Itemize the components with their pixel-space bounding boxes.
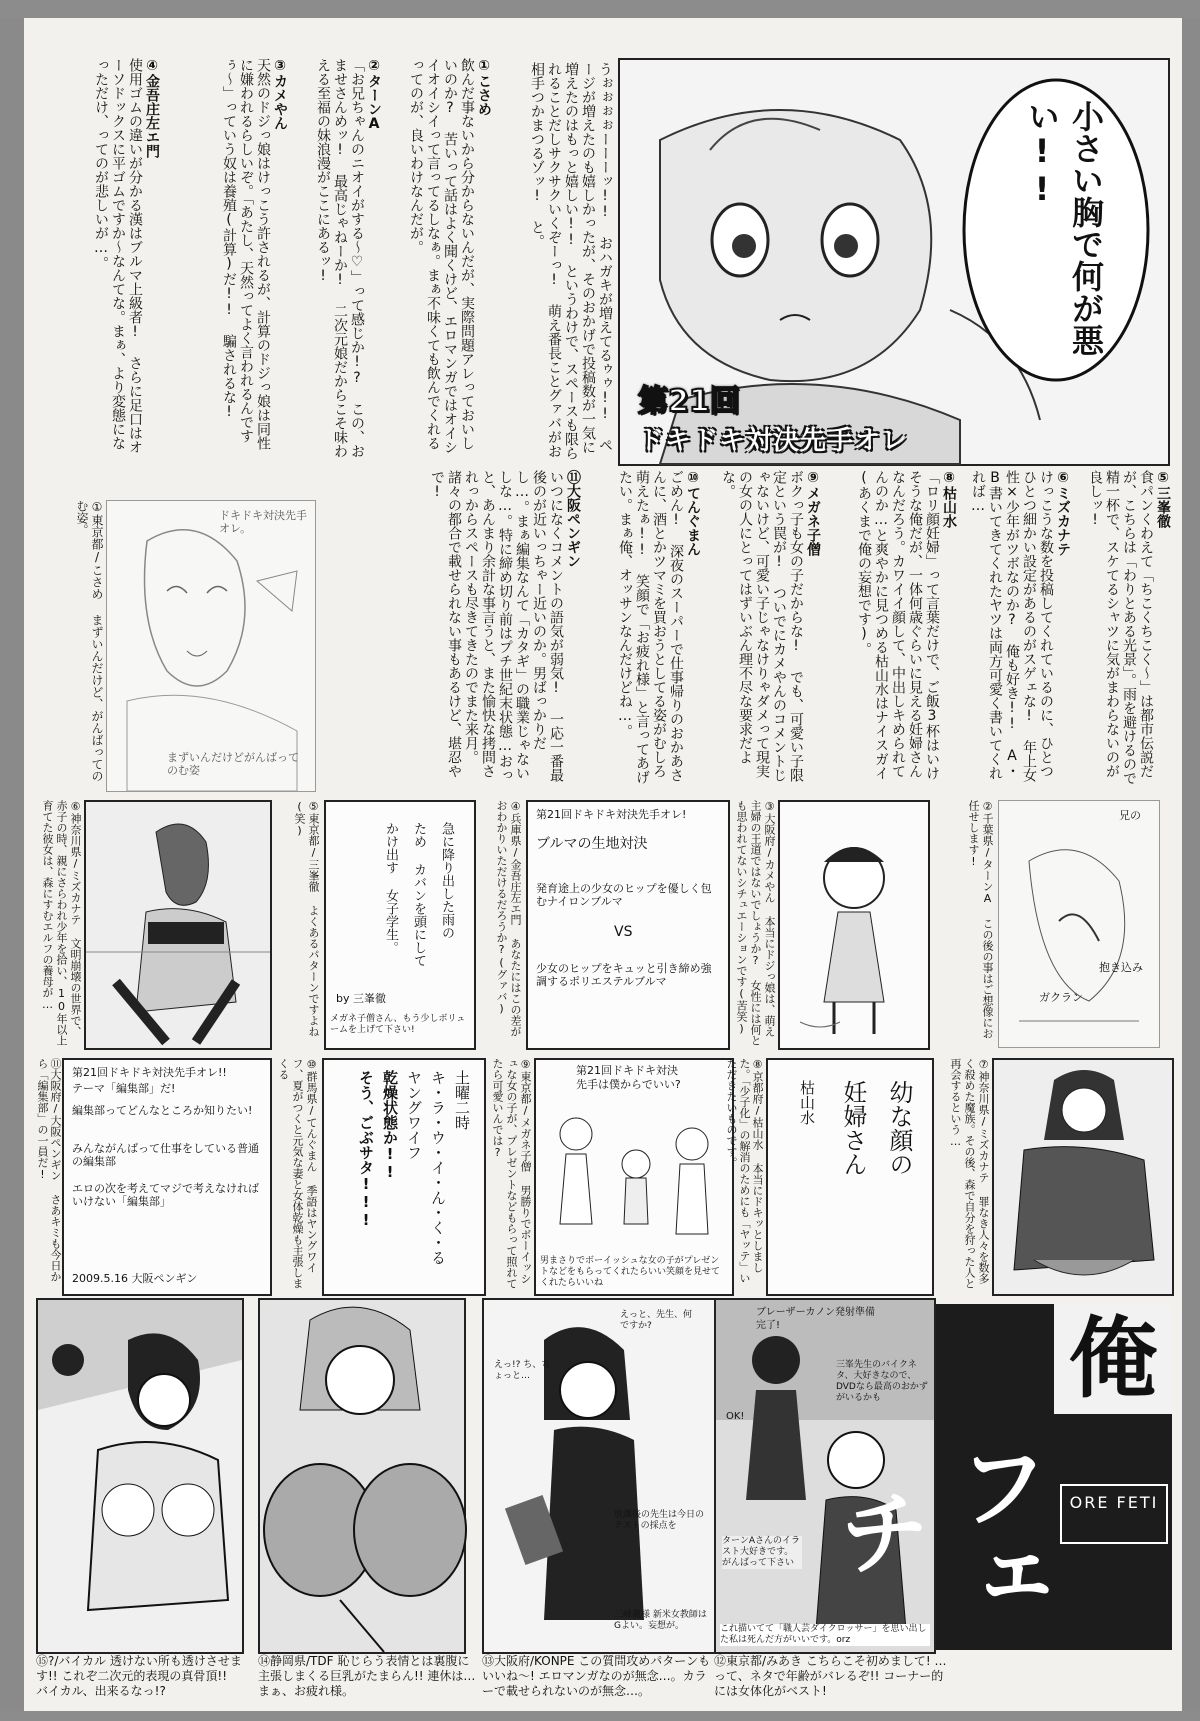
art-11-l4: みんながんばって仕事をしている普通の編集部 — [72, 1142, 259, 1168]
caption-3-13: ⑬大阪府/KONPE この質問攻めパターンもいいね〜! エロマンガなのが無念…。カラーで載せられないのが無念…。 — [482, 1654, 711, 1698]
art-4-b: 少女のヒップをキュッと引き締め強調するポリエステルブルマ — [536, 962, 712, 988]
art-11-l2: テーマ「編集部」だ! — [72, 1082, 176, 1095]
reader-art-3 — [778, 800, 930, 1050]
feature-issue: 第21回 — [638, 384, 740, 419]
pinup-figure-7 — [994, 1060, 1172, 1294]
comment-4 — [40, 58, 160, 462]
comment-2-body: 「お兄ちゃんのニオイがする〜♡」って感じか!? この、おませさんめッ! 最高じゃねーか! 二次元娘だからこそ味わえる至福の妹浪漫がここにあるッ! — [315, 58, 365, 458]
comment-9 — [585, 470, 701, 790]
reader-art-5 — [324, 800, 476, 1050]
art-9-foot: 男まさりでボーイッシュな女の子がプレゼントなどをもらってくれたらいい笑顔を見せてくれたらいいね — [540, 1256, 721, 1288]
art-8-text — [782, 1080, 922, 1280]
comment-10 — [315, 470, 581, 790]
art-13-b2: えっ!? ち、ちょっと… — [494, 1360, 551, 1381]
ore-feti-title-ore: 俺 — [1054, 1304, 1172, 1414]
comment-9-head: ⑩てんぐまん — [685, 470, 701, 556]
reader-art-1 — [106, 500, 316, 792]
cartoon-figure-3 — [780, 802, 928, 1048]
caption-1-1: ①東京都/こさめ まずいんだけど、がんばってのむ姿。 — [75, 500, 104, 782]
comment-2 — [292, 58, 382, 462]
comment-2-head: ②ターンA — [366, 58, 382, 132]
art-8-sig: 枯山水 — [798, 1080, 816, 1125]
comment-1-head: ①こさめ — [476, 58, 492, 116]
art-1-scribble: ドキドキ対決先手オレ。 — [219, 509, 307, 535]
cartoon-figure-9 — [536, 1094, 732, 1264]
art-10-l1: 土曜二時 — [453, 1070, 471, 1130]
reader-art-row-2 — [32, 1058, 1178, 1294]
art-8-l1: 幼な顔の — [885, 1080, 913, 1176]
comment-10-body: いつになくコメントの語気が弱気! 一応一番最後のが近いっちゃー近いのか。男ばっかりだし…。まぁ編集なんて「カタギ」の職業じゃないしな…。特に締め切り前はプチ世紀末状態…おっと、あんまり余計な事言うと、また愉快な拷問されっからスペースも尽きてきたのでまた来月。諸々の都合で載せられない事もあるけど、堪忍やで! — [429, 470, 564, 782]
comment-6-body: けっこうな数を投稿してくれているのに、ひとつひとつ細かい設定があるのがスゲェな! 年上女性×少年がツボなのか? 俺も好き!! A・B書いてきてくれたヤツは両方可愛く書いてくれれば… — [970, 470, 1054, 782]
sketch-figure-1 — [107, 501, 315, 791]
art-9-sub: 先手は僕からでいい? — [576, 1078, 681, 1091]
comment-5-body: 食パンくわえて「ちこくちこく〜」は都市伝説だが、こちらは「わりとある光景」。雨を避けるので精一杯で、スケてるシャツに気がまわらないのが良しッ! — [1087, 470, 1154, 785]
comment-8 — [705, 470, 821, 790]
intro-text: うぉぉぉぉーーーッ!! おハガキが増えてるゥゥ!! ページが増えたのも嬉しかったが、そのおかげで投稿数が一気に増えたのはもっと嬉しい!! というわけで、スペースも限られることだしサクサクいくぞーっ! 萌え番長ことグァバがお相手つかまつるゾッ! と。 — [529, 62, 613, 460]
art-10-l5: そう、ごぶサタ!!! — [357, 1070, 375, 1229]
reader-art-7 — [992, 1058, 1174, 1296]
reader-art-4 — [526, 800, 730, 1050]
comment-7 — [825, 470, 957, 790]
ore-feti-romaji: ORE FETI — [1060, 1484, 1168, 1544]
caption-1-6: ⑥神奈川県/ミズカナテ 文明崩壊の世界で、赤子の時、親にさらわれ少年を拾い、10年以上育てた彼女は、森にすむエルフの養母が… — [41, 800, 82, 1046]
art-4-vs: VS — [614, 924, 633, 940]
art-12-b1: ブレーザーカノン発射準備完了! — [756, 1307, 875, 1331]
art-13-sig: 三峰徹様 新米女教師は Gよい。妄想が。 — [614, 1610, 707, 1631]
comment-6 — [961, 470, 1071, 790]
art-8-l2: 妊婦さん — [839, 1080, 867, 1176]
comments-block-middle — [315, 470, 1171, 790]
reader-art-row-3 — [32, 1298, 1178, 1708]
art-5-line-1: 急に降り出した雨の — [439, 822, 454, 939]
reader-art-6 — [84, 800, 272, 1050]
top-margin-strip — [0, 0, 1200, 18]
caption-2-10: ⑩群馬県/てんぐまん 季語はヤングワイフ、夏がつくと元気な妻と女体乾燥も主張しまくる — [277, 1058, 318, 1289]
art-13-b1: えっと、先生、何ですか? — [620, 1310, 693, 1331]
art-10-l4: 乾燥状態か!! — [381, 1070, 399, 1181]
caption-3-14: ⑭静岡県/TDF 恥じらう表情とは裏腹に主張しまくる巨乳がたまらん!! 連休は…まぁ、お疲れ様。 — [258, 1654, 476, 1698]
reader-art-15 — [36, 1298, 244, 1654]
caption-3-12: ⑫東京都/みあき こちらこそ初めまして! …って、ネタで年齢がバレるぞ!! コーナー的には女体化がベスト! — [714, 1654, 947, 1698]
art-4-title: ブルマの生地対決 — [536, 836, 648, 852]
art-11-date: 2009.5.16 大阪ペンギン — [72, 1272, 198, 1285]
art-11-l1: 第21回ドキドキ対決先手オレ!! — [72, 1066, 227, 1079]
art-10-l2: キ・ラ・ウ・イ・ん・く・る — [429, 1070, 447, 1265]
sketch-figure-2 — [999, 801, 1159, 1047]
comment-9-body: ごめん! 深夜のスーパーで仕事帰りのおかあさんに、酒とかツマミを買おうとしてる姿がむしろ萌えたぁ!! 笑顔で「お疲れ様」と言ってあげたい。まぁ俺、オッサンなんだけどね…。 — [617, 470, 684, 784]
art-5-line-2: ため カバンを頭にして — [411, 822, 426, 967]
reader-art-8 — [766, 1058, 934, 1296]
reader-art-row-1 — [32, 798, 1178, 1050]
art-2-a: 抱き込み — [1099, 961, 1143, 974]
reader-art-14 — [258, 1298, 466, 1654]
feature-banner — [638, 376, 938, 456]
bottom-margin-strip — [0, 1711, 1200, 1721]
caption-1-3: ③大阪府/カメやん 本当にドジっ娘は、萌え主婦の王道ではないでしょうか? 女性には何とも思われてないシチュエーションです(苦笑) — [735, 800, 776, 1046]
art-5-foot: メガネ子僧さん、もう少しボリュームを上げて下さい! — [330, 1014, 466, 1035]
art-10-text — [334, 1070, 474, 1284]
comment-4-body: 使用ゴムの違いが分かる漢はブルマ上級者! さらに足口はオーソドックスに平ゴムですか〜なんてな。まぁ、より変態になっただけ、ってのが悲しいが…。 — [93, 58, 143, 454]
caption-2-11: ⑪大阪府/大阪ペンギン さあキミも今日から「編集部」の一員だ! — [36, 1058, 62, 1282]
caption-1-4: ④兵庫県/金吾庄左エ門 あなたにはこの差がおわかりいただけるだろうか?(グァバ) — [495, 800, 522, 1037]
caption-1-5: ⑤東京都/三峯徹 よくあるパターンですよね(笑) — [293, 800, 320, 1037]
feature-title-panel — [618, 58, 1170, 466]
speech-bubble-text: 小さい胸で何が悪い!! — [1023, 100, 1105, 356]
comment-7-body: 「ロリ顔妊婦」って言葉だけで、ご飯3杯はいけそうな俺だが、一体何歳ぐらいに見える妊婦さんなんだろう。カワイイ顔して、中出しキめられてんのか…と爽やかに見つめる枯山水はナイスガイ(あくまで俺の妄想です)。 — [856, 470, 940, 780]
comment-7-head: ⑧枯山水 — [941, 470, 957, 528]
comment-1 — [386, 58, 492, 462]
reader-art-13 — [482, 1298, 716, 1654]
pinup-figure-6 — [86, 802, 270, 1048]
left-margin-strip — [0, 0, 24, 1721]
comment-5-head: ⑤三峯徹 — [1155, 470, 1171, 528]
art-13-b3: 放課後の先生は今日のテストの採点を — [614, 1510, 705, 1531]
caption-1-2: ②千葉県/ターンA この後の事はご想像にお任せします! — [967, 800, 994, 1039]
manga-figure-12 — [716, 1300, 934, 1652]
art-12-b3: ターンAさんのイラスト大好きです。がんばって下さい — [722, 1536, 802, 1569]
comment-3 — [164, 58, 288, 462]
manga-figure-15 — [38, 1300, 242, 1652]
art-11-l5: エロの次を考えてマジで考えなければいけない「編集部」 — [72, 1182, 259, 1208]
manga-figure-13 — [484, 1300, 714, 1652]
art-12-b2: OK! — [726, 1411, 745, 1422]
comment-3-body: 天然のドジっ娘はけっこう許されるが、計算のドジっ娘は同性に嫌われるらしいぞ。「あたし、天然ってよく言われるんですぅ〜」っていう奴は養殖(計算)だ!! 騙されるな! — [221, 58, 271, 450]
reader-art-12 — [714, 1298, 936, 1654]
caption-3-15: ⑮?/バイカル 透けない所も透けさせます!! これぞ二次元的表現の真骨頂!! バイカル、出来るなっ!? — [36, 1654, 242, 1698]
right-margin-strip — [1182, 0, 1200, 1721]
comments-block-upper-left — [40, 58, 492, 462]
reader-art-2 — [998, 800, 1160, 1048]
art-5-line-3: かけ出す 女子学生。 — [383, 822, 398, 954]
art-5-sig: by 三峯徹 — [336, 992, 386, 1005]
art-4-head: 第21回ドキドキ対決先手オレ! — [536, 808, 687, 821]
comment-4-head: ④金吾庄左エ門 — [144, 58, 160, 158]
comment-1-body: 飲んだ事ないから分からないんだが、実際問題アレっておいしいのか? 苦いって話はよく聞くけど、エロマンガではオイシイオイシイって言ってるしなぁ。まぁ不味くても飲んでくれるってのが、良いわけなんだが。 — [408, 58, 475, 454]
art-1-note: まずいんだけどがんばってのむ姿 — [167, 751, 299, 777]
ore-feti-title-feti: フェチ — [824, 1439, 1049, 1623]
comment-3-head: ③カメやん — [272, 58, 288, 130]
comment-6-head: ⑥ミズカナテ — [1055, 470, 1071, 556]
reader-art-11 — [62, 1058, 272, 1296]
art-11-l3: 編集部ってどんなところか知りたい! — [72, 1104, 253, 1117]
comment-8-body: ボクっ子も女の子だからな! でも、可愛い子限定という罠が! ついでにカメやんのコメントじゃないけど、可愛い子じゃなけりゃダメって現実の女の人にとってはずいぶん理不尽な要求だよな。 — [720, 470, 804, 782]
art-10-l3: ヤングワイフ — [405, 1070, 423, 1160]
reader-art-9 — [534, 1058, 734, 1296]
caption-2-9: ⑨東京都/メガネ子僧 男勝りでボーイッシュな女の子が、プレゼントなどもらって照れてたら可愛いんでは? — [491, 1058, 532, 1289]
caption-2-7: ⑦神奈川県/ミズカナテ 罪なき人々を数多く殺めた魔族。その後、森で自分を狩った人と再会するという… — [949, 1058, 990, 1289]
reader-art-10 — [322, 1058, 486, 1296]
manga-figure-14 — [260, 1300, 464, 1652]
feature-theme: ドキドキ対決先手オレ — [638, 426, 909, 456]
art-4-a: 発育途上の少女のヒップを優しく包むナイロンブルマ — [536, 882, 712, 908]
comment-5 — [1075, 470, 1171, 790]
art-9-head: 第21回ドキドキ対決 — [576, 1064, 678, 1077]
comment-8-head: ⑨メガネ子僧 — [805, 470, 821, 556]
caption-2-8: ⑧京都府/枯山水 本当にドキッとしました。「少子化」の解消のためにも「ヤッテ」いただきたいものです。 — [725, 1058, 764, 1284]
art-5-lines — [350, 822, 460, 1002]
comment-10-head: ⑪大阪ペンギン — [565, 470, 581, 568]
art-12-b4: 三峯先生のバイクネタ、大好きなので、DVDなら最高のおかずがいるかも — [836, 1360, 928, 1403]
art-2-b: ガクラン — [1039, 991, 1083, 1004]
art-12-foot: これ描いてて「職人芸ダイクロッサー」を思い出した私は死んだ方がいいです。orz — [720, 1624, 930, 1646]
art-2-c: 兄の — [1119, 809, 1141, 822]
